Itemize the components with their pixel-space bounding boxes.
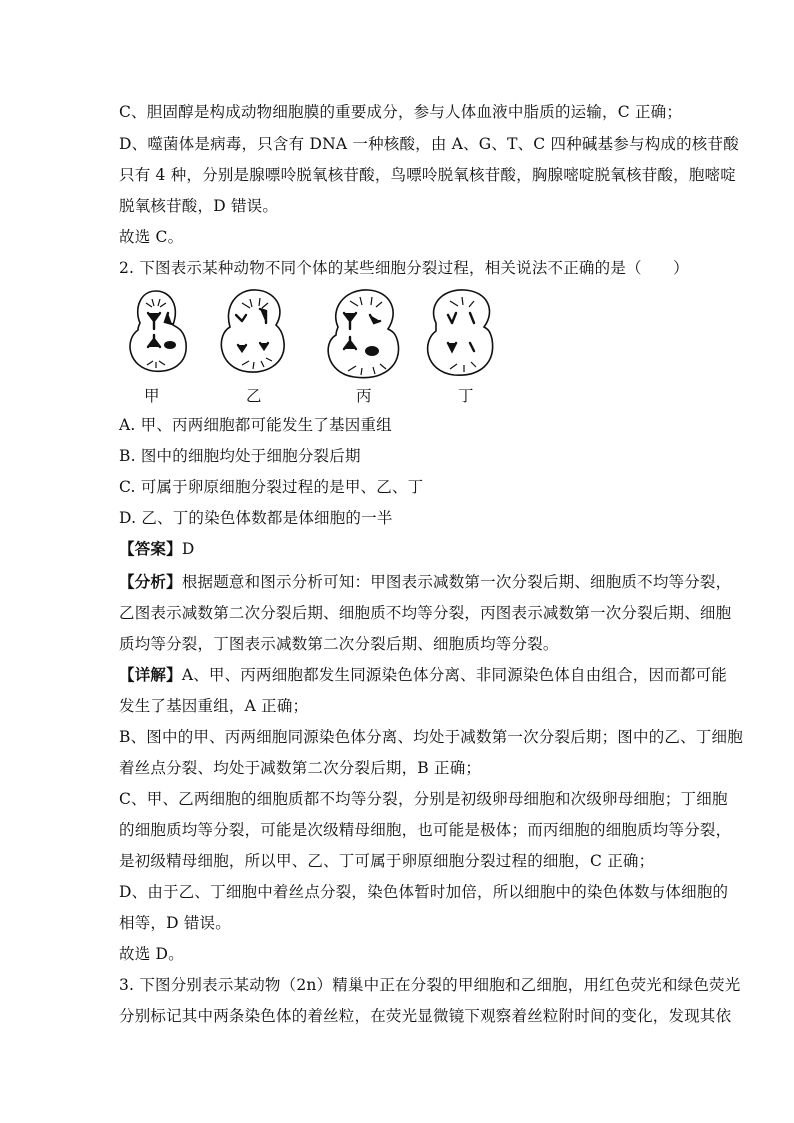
detail-text: A、甲、丙两细胞都发生同源染色体分离、非同源染色体自由组合，因而都可能	[181, 666, 728, 684]
text-line: C、胆固醇是构成动物细胞膜的重要成分，参与人体血液中脂质的运输，C 正确；	[119, 103, 683, 121]
figure-label-bing: 丙	[356, 387, 372, 405]
text-line: 只有 4 种，分别是腺嘌呤脱氧核苷酸，鸟嘌呤脱氧核苷酸，胸腺嘧啶脱氧核苷酸，胞嘧啶	[119, 166, 736, 184]
text-line: 乙图表示减数第二次分裂后期、细胞质不均等分裂，丙图表示减数第一次分裂后期、细胞	[119, 604, 732, 622]
text-line: C、甲、乙两细胞的细胞质都不均等分裂，分别是初级卵母细胞和次级卵母细胞；丁细胞	[119, 790, 728, 808]
text-line: 相等，D 错误。	[119, 914, 231, 932]
analysis-text: 根据题意和图示分析可知：甲图表示减数第一次分裂后期、细胞质不均等分裂，	[181, 573, 732, 591]
text-line: 着丝点分裂、均处于减数第二次分裂后期，B 正确；	[119, 759, 482, 777]
detail-line	[119, 665, 727, 685]
figure-label-ding: 丁	[458, 387, 474, 405]
cell-yi	[221, 290, 284, 372]
text-line: 分别标记其中两条染色体的着丝粒，在荧光显微镜下观察着丝粒附时间的变化，发现其依	[119, 1007, 732, 1025]
cell-drawings	[118, 285, 518, 383]
question-3-stem: 3. 下图分别表示某动物（2n）精巢中正在分裂的甲细胞和乙细胞，用红色荧光和绿色荧光	[119, 976, 741, 994]
option-d: D. 乙、丁的染色体数都是体细胞的一半	[119, 509, 393, 527]
question-2-stem: 2. 下图表示某种动物不同个体的某些细胞分裂过程，相关说法不正确的是（ ）	[119, 259, 689, 277]
analysis-line	[119, 572, 731, 592]
option-c: C. 可属于卵原细胞分裂过程的是甲、乙、丁	[119, 478, 424, 496]
cell-jia	[130, 291, 186, 371]
analysis-tag: 【分析】	[119, 572, 182, 591]
text-line: 脱氧核苷酸，D 错误。	[119, 197, 279, 215]
text-line: B、图中的甲、丙两细胞同源染色体分离、均处于减数第一次分裂后期；图中的乙、丁细胞	[119, 728, 743, 746]
answer-tag: 【答案】	[119, 539, 182, 558]
text-line: D、由于乙、丁细胞中着丝点分裂，染色体暂时加倍，所以细胞中的染色体数与体细胞的	[119, 883, 729, 901]
text-line: 故选 C。	[119, 228, 184, 246]
figure-label-jia: 甲	[144, 387, 160, 405]
answer-text: D	[181, 540, 195, 558]
text-line: D、噬菌体是病毒，只含有 DNA 一种核酸，由 A、G、T、C 四种碱基参与构成的核苷酸	[119, 135, 739, 153]
text-line: 的细胞质均等分裂，可能是次级精母细胞，也可能是极体；而丙细胞的细胞质均等分裂，	[119, 821, 732, 839]
detail-tag: 【详解】	[119, 665, 182, 684]
figure-label-yi: 乙	[246, 387, 262, 405]
cell-ding	[428, 290, 493, 375]
cell-bing	[328, 290, 398, 378]
text-line: 质均等分裂，丁图表示减数第二次分裂后期、细胞质均等分裂。	[119, 635, 559, 653]
text-line: 是初级精母细胞，所以甲、乙、丁可属于卵原细胞分裂过程的细胞，C 正确；	[119, 852, 655, 870]
option-b: B. 图中的细胞均处于细胞分裂后期	[119, 447, 361, 465]
text-line: 故选 D。	[119, 945, 184, 963]
cell-division-figure	[118, 285, 518, 403]
option-a: A. 甲、丙两细胞都可能发生了基因重组	[119, 416, 392, 434]
text-line: 发生了基因重组，A 正确；	[119, 697, 309, 715]
answer-line	[119, 539, 194, 559]
